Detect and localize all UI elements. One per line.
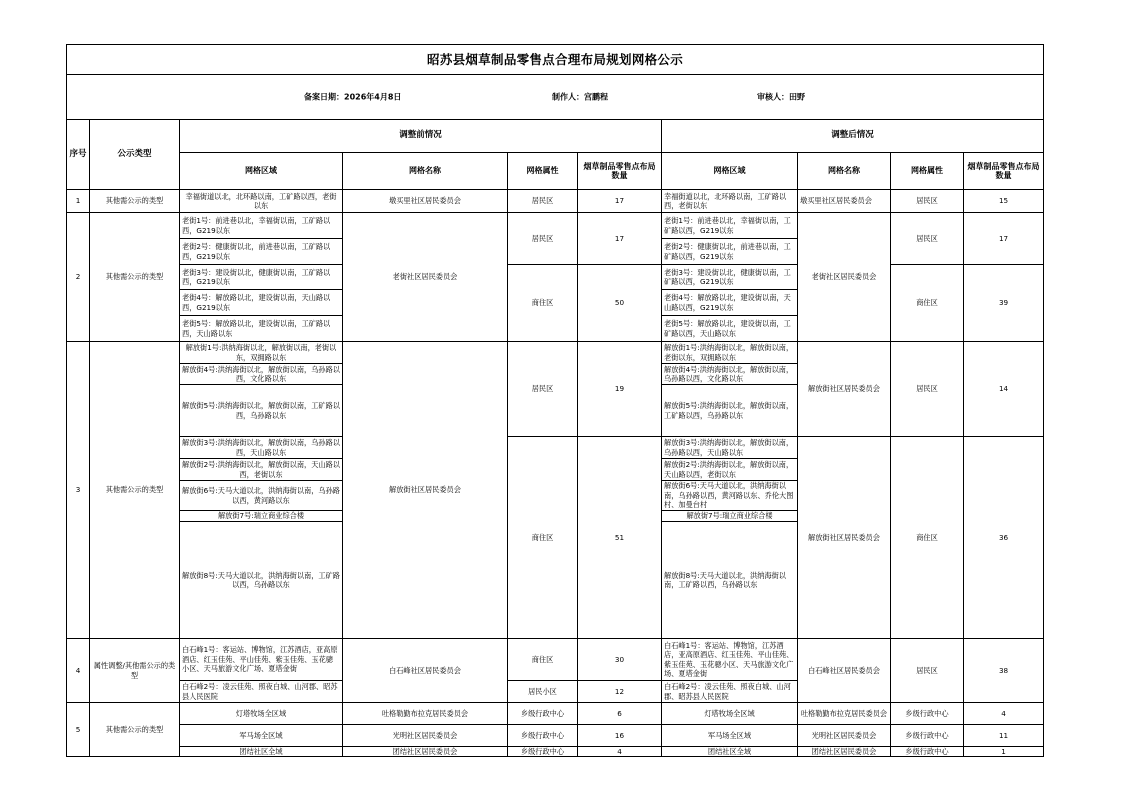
area-cell: 白石峰1号：客运站、博物馆，江苏酒店，亚高原酒店、红玉佳苑、平山佳苑、紫玉佳苑、玉花骢小区、天马旅游文化广场、夏塔金街 [180, 639, 343, 681]
name-cell: 墩买里社区居民委员会 [798, 190, 891, 213]
table-row [67, 639, 1044, 681]
name-cell: 团结社区居民委员会 [343, 747, 508, 757]
attr-cell: 乡级行政中心 [508, 703, 578, 725]
count-cell: 12 [578, 681, 662, 703]
count-cell: 6 [578, 703, 662, 725]
area-cell: 团结社区全域 [662, 747, 798, 757]
attr-cell: 乡级行政中心 [891, 747, 964, 757]
area-cell: 团结社区全域 [180, 747, 343, 757]
area-cell: 解放街6号:天马大道以北，洪纳海街以南，乌孙路以西，黄河路以东、乔伦大图村、加曼台村 [662, 481, 798, 511]
area-cell: 解放街1号:洪纳海街以北，解放街以南，老街以东，双拥路以东 [180, 342, 343, 364]
seq-cell: 3 [67, 342, 90, 639]
name-cell: 解放街社区居民委员会 [798, 437, 891, 639]
spreadsheet [66, 44, 1043, 763]
area-cell: 灯塔牧场全区域 [662, 703, 798, 725]
area-cell: 解放街3号:洪纳海街以北，解放街以南，乌孙路以西，天山路以东 [180, 437, 343, 459]
area-cell: 解放街7号:瑞立商业综合楼 [180, 511, 343, 522]
name-cell: 光明社区居民委员会 [343, 725, 508, 747]
count-cell: 15 [964, 190, 1044, 213]
header-after-attr: 网格属性 [891, 153, 964, 190]
area-cell: 解放街2号:洪纳海街以北，解放街以南，天山路以西，老街以东 [662, 459, 798, 481]
header-after: 调整后情况 [662, 120, 1044, 153]
attr-cell: 商住区 [508, 437, 578, 639]
name-cell: 老街社区居民委员会 [798, 213, 891, 342]
name-cell: 白石峰社区居民委员会 [798, 639, 891, 703]
attr-cell: 居民区 [891, 342, 964, 437]
type-cell: 其他需公示的类型 [90, 342, 180, 639]
area-cell: 老街3号：建设街以北，健康街以南，工矿路以西，G219以东 [180, 265, 343, 290]
area-cell: 解放街5号:洪纳海街以北，解放街以南，工矿路以西，乌孙路以东 [662, 385, 798, 437]
page-title: 昭苏县烟草制品零售点合理布局规划网格公示 [67, 45, 1044, 75]
name-cell: 光明社区居民委员会 [798, 725, 891, 747]
maker: 制作人：宫鹏程 [552, 92, 608, 102]
area-cell: 白石峰2号：凌云佳苑、照夜白城、山河郡、昭苏县人民医院 [662, 681, 798, 703]
name-cell: 老街社区居民委员会 [343, 213, 508, 342]
type-cell: 属性调整/其他需公示的类型 [90, 639, 180, 703]
header-before: 调整前情况 [180, 120, 662, 153]
count-cell: 38 [964, 639, 1044, 703]
name-cell: 吐格勒勤布拉克居民委员会 [798, 703, 891, 725]
header-before-area: 网格区域 [180, 153, 343, 190]
meta-row [67, 75, 1044, 120]
area-cell: 解放街1号:洪纳海街以北，解放街以南，老街以东，双拥路以东 [662, 342, 798, 364]
type-cell: 其他需公示的类型 [90, 213, 180, 342]
area-cell: 解放街5号:洪纳海街以北，解放街以南，工矿路以西，乌孙路以东 [180, 385, 343, 437]
reviewer: 审核人：田野 [757, 92, 805, 102]
area-cell: 幸福街道以北，北环路以南，工矿路以西，老街以东 [662, 190, 798, 213]
header-before-name: 网格名称 [343, 153, 508, 190]
table-row [67, 437, 1044, 459]
attr-cell: 居民区 [508, 342, 578, 437]
area-cell: 白石峰2号：凌云佳苑、照夜白城、山河郡、昭苏县人民医院 [180, 681, 343, 703]
name-cell: 解放街社区居民委员会 [343, 342, 508, 639]
area-cell: 解放街7号:瑞立商业综合楼 [662, 511, 798, 522]
area-cell: 解放街4号:洪纳海街以北，解放街以南，乌孙路以西，文化路以东 [180, 364, 343, 385]
count-cell: 17 [578, 190, 662, 213]
header-seq: 序号 [67, 120, 90, 190]
type-cell: 其他需公示的类型 [90, 190, 180, 213]
table-row [67, 725, 1044, 747]
count-cell: 50 [578, 265, 662, 342]
area-cell: 白石峰1号：客运站、博物馆，江苏酒店，亚高原酒店、红玉佳苑、平山佳苑、紫玉佳苑、玉花骢小区、天马旅游文化广场、夏塔金街 [662, 639, 798, 681]
attr-cell: 商住区 [891, 265, 964, 342]
count-cell: 16 [578, 725, 662, 747]
count-cell: 4 [578, 747, 662, 757]
seq-cell: 1 [67, 190, 90, 213]
area-cell: 老街1号：前进巷以北，幸福街以南，工矿路以西，G219以东 [180, 213, 343, 239]
attr-cell: 居民区 [891, 190, 964, 213]
header-after-count: 烟草制品零售点布局数量 [964, 153, 1044, 190]
attr-cell: 居民区 [508, 213, 578, 265]
area-cell: 老街5号：解放路以北，建设街以南，工矿路以西，天山路以东 [662, 316, 798, 342]
seq-cell: 5 [67, 703, 90, 757]
attr-cell: 居民区 [891, 213, 964, 265]
area-cell: 解放街4号:洪纳海街以北，解放街以南，乌孙路以西，文化路以东 [662, 364, 798, 385]
header-before-attr: 网格属性 [508, 153, 578, 190]
area-cell: 解放街8号:天马大道以北，洪纳海街以南，工矿路以西，乌孙路以东 [662, 522, 798, 639]
area-cell: 军马场全区域 [180, 725, 343, 747]
attr-cell: 居民区 [508, 190, 578, 213]
table-row [67, 703, 1044, 725]
attr-cell: 乡级行政中心 [508, 725, 578, 747]
name-cell: 解放街社区居民委员会 [798, 342, 891, 437]
area-cell: 老街2号：健康街以北，前进巷以南，工矿路以西，G219以东 [662, 239, 798, 265]
table-row [67, 342, 1044, 364]
table-row [67, 190, 1044, 213]
area-cell: 老街4号：解放路以北，建设街以南，天山路以西，G219以东 [180, 290, 343, 316]
attr-cell: 商住区 [891, 437, 964, 639]
area-cell: 老街4号：解放路以北，建设街以南，天山路以西，G219以东 [662, 290, 798, 316]
header-type: 公示类型 [90, 120, 180, 190]
count-cell: 36 [964, 437, 1044, 639]
count-cell: 17 [964, 213, 1044, 265]
attr-cell: 居民小区 [508, 681, 578, 703]
area-cell: 解放街3号:洪纳海街以北，解放街以南，乌孙路以西，天山路以东 [662, 437, 798, 459]
count-cell: 39 [964, 265, 1044, 342]
table-row [67, 747, 1044, 757]
area-cell: 解放街2号:洪纳海街以北，解放街以南，天山路以西，老街以东 [180, 459, 343, 481]
table-row [67, 265, 1044, 290]
area-cell: 老街1号：前进巷以北，幸福街以南，工矿路以西，G219以东 [662, 213, 798, 239]
attr-cell: 乡级行政中心 [891, 703, 964, 725]
type-cell: 其他需公示的类型 [90, 703, 180, 757]
attr-cell: 居民区 [891, 639, 964, 703]
filing-date: 备案日期：2026年4月8日 [304, 92, 402, 102]
seq-cell: 2 [67, 213, 90, 342]
attr-cell: 商住区 [508, 639, 578, 681]
area-cell: 幸福街道以北，北环路以南，工矿路以西，老街以东 [180, 190, 343, 213]
table-row [67, 213, 1044, 239]
area-cell: 灯塔牧场全区域 [180, 703, 343, 725]
name-cell: 吐格勒勤布拉克居民委员会 [343, 703, 508, 725]
count-cell: 14 [964, 342, 1044, 437]
area-cell: 解放街8号:天马大道以北，洪纳海街以南，工矿路以西，乌孙路以东 [180, 522, 343, 639]
area-cell: 军马场全区域 [662, 725, 798, 747]
attr-cell: 乡级行政中心 [891, 725, 964, 747]
area-cell: 解放街6号:天马大道以北，洪纳海街以南，乌孙路以西，黄河路以东 [180, 481, 343, 511]
area-cell: 老街5号：解放路以北，建设街以南，工矿路以西，天山路以东 [180, 316, 343, 342]
name-cell: 白石峰社区居民委员会 [343, 639, 508, 703]
attr-cell: 商住区 [508, 265, 578, 342]
area-cell: 老街3号：建设街以北，健康街以南，工矿路以西，G219以东 [662, 265, 798, 290]
grid-table [66, 44, 1044, 757]
name-cell: 团结社区居民委员会 [798, 747, 891, 757]
seq-cell: 4 [67, 639, 90, 703]
header-after-name: 网格名称 [798, 153, 891, 190]
count-cell: 30 [578, 639, 662, 681]
count-cell: 1 [964, 747, 1044, 757]
count-cell: 17 [578, 213, 662, 265]
header-after-area: 网格区域 [662, 153, 798, 190]
count-cell: 19 [578, 342, 662, 437]
count-cell: 51 [578, 437, 662, 639]
attr-cell: 乡级行政中心 [508, 747, 578, 757]
area-cell: 老街2号：健康街以北，前进巷以南，工矿路以西，G219以东 [180, 239, 343, 265]
header-before-count: 烟草制品零售点布局数量 [578, 153, 662, 190]
count-cell: 4 [964, 703, 1044, 725]
name-cell: 墩买里社区居民委员会 [343, 190, 508, 213]
count-cell: 11 [964, 725, 1044, 747]
